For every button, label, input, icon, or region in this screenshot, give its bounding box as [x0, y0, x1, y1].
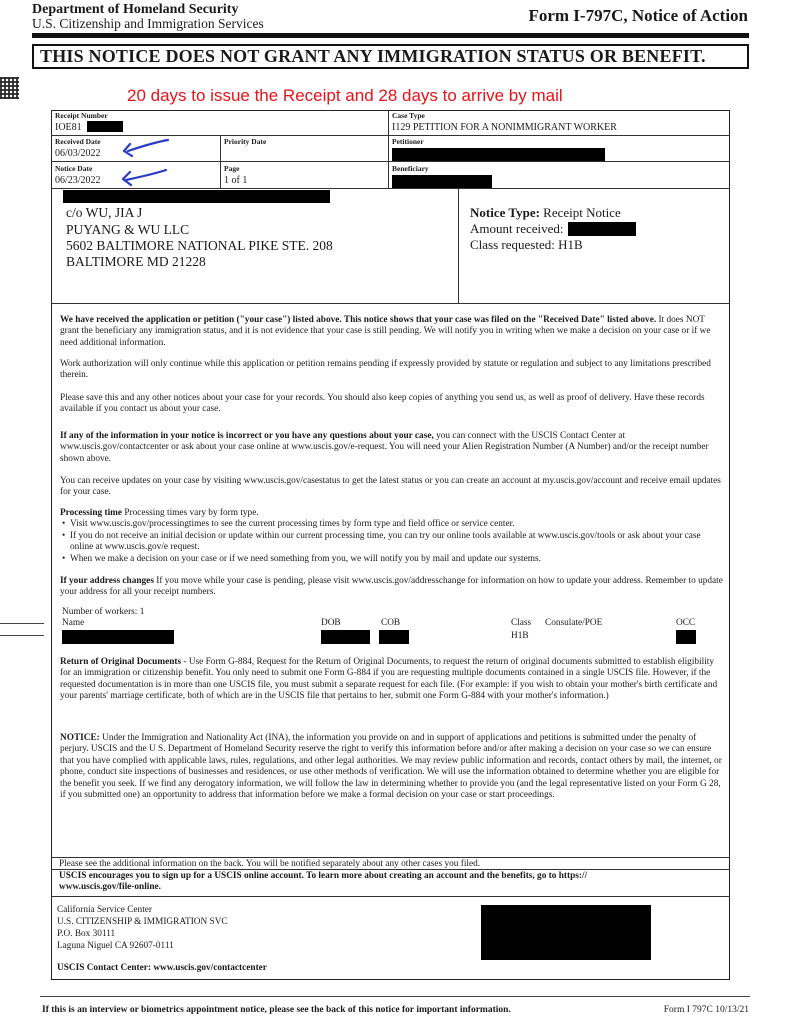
processing-bullet: • Visit www.uscis.gov/processingtimes to see the current processing times by form type and field office or service center. [60, 519, 723, 530]
contact-center-link[interactable]: USCIS Contact Center: www.uscis.gov/contactcenter [57, 963, 267, 973]
worker-col-occ: OCC [676, 618, 696, 628]
class-requested [470, 237, 583, 253]
class-requested-value: H1B [558, 237, 583, 252]
grid-line [51, 857, 730, 858]
redaction-box [392, 175, 492, 188]
worker-count: Number of workers: 1 [62, 607, 145, 617]
grid-line [51, 188, 730, 189]
received-date-label: Received Date [55, 137, 101, 146]
grid-line [51, 896, 730, 897]
worker-col-dob: DOB [321, 618, 341, 628]
grid-line [388, 110, 389, 188]
page-label: Page [224, 164, 240, 173]
notice-date-value: 06/23/2022 [55, 175, 101, 186]
case-type-label: Case Type [392, 111, 425, 120]
received-date-value: 06/03/2022 [55, 148, 101, 159]
amount-received-label: Amount received: [470, 221, 564, 236]
service-center-agency: U.S. CITIZENSHIP & IMMIGRATION SVC [57, 917, 228, 927]
notice-type [470, 205, 621, 221]
service-center-city: Laguna Niguel CA 92607-0111 [57, 941, 174, 951]
redaction-box [392, 148, 605, 161]
work-authorization-paragraph: Work authorization will only continue while this application or petition remains pending if expressly provided by statute or regulation and subject to any limitations prescribed therein. [60, 359, 711, 381]
redaction-box [676, 630, 696, 644]
questions-paragraph-text: you can connect with the USCIS Contact Center at www.uscis.gov/contactcenter or ask about your case online at www.uscis.gov/e-request. You will need your Alien Registration Number (A Number) and/or the receipt number shown above. [60, 431, 709, 464]
worker-col-class: Class [511, 618, 532, 628]
grid-line [51, 303, 730, 304]
received-paragraph [60, 315, 723, 349]
processing-time-text: Processing times vary by form type. [122, 508, 259, 518]
class-requested-label: Class requested: [470, 237, 555, 252]
worker-col-consulate: Consulate/POE [545, 618, 603, 628]
processing-bullet: • If you do not receive an initial decision or update within our current processing time, you can try our online tools available at www.uscis.gov/tools or ask about your case online at www.uscis.gov/e request. [60, 531, 723, 554]
address-line-4: BALTIMORE MD 21228 [66, 254, 206, 269]
beneficiary-label: Beneficiary [392, 164, 429, 173]
receipt-number-value: IOE81 [55, 122, 82, 133]
received-paragraph-text: It does NOT grant the beneficiary any immigration status, and it is not evidence that your case is still pending. We will notify you in writing when we make a decision on your case or if we need additional information. [60, 315, 711, 348]
ina-notice-heading: NOTICE: [60, 733, 100, 743]
petitioner-label: Petitioner [392, 137, 424, 146]
return-documents-heading: Return of Original Documents [60, 657, 182, 667]
barcode-icon [0, 77, 19, 99]
margin-mark [0, 623, 44, 624]
address-line-1: c/o WU, JIA J [66, 205, 143, 220]
agency-name: Department of Homeland Security [32, 2, 239, 17]
address-line-3: 5602 BALTIMORE NATIONAL PIKE STE. 208 [66, 238, 333, 253]
redaction-box [63, 190, 330, 203]
receipt-number-label: Receipt Number [55, 111, 108, 120]
notice-type-label: Notice Type: [470, 205, 540, 220]
page-value: 1 of 1 [224, 175, 248, 186]
redaction-box [568, 222, 636, 236]
status-banner: THIS NOTICE DOES NOT GRANT ANY IMMIGRATION STATUS OR BENEFIT. [32, 44, 749, 69]
online-account-text: USCIS encourages you to sign up for a USCIS online account. To learn more about creating an account and the benefits, go to https:// www.uscis.gov/file-online. [59, 871, 588, 892]
ina-notice-paragraph [60, 733, 723, 801]
address-line-2: PUYANG & WU LLC [66, 222, 190, 237]
grid-line [220, 135, 221, 188]
footer-rule [40, 996, 750, 997]
footer-note: If this is an interview or biometrics appointment notice, please see the back of this notice for important information. [42, 1005, 511, 1015]
address-change-paragraph [60, 576, 723, 599]
processing-time-heading: Processing time [60, 508, 123, 518]
questions-paragraph [60, 431, 723, 465]
grid-line [458, 188, 459, 303]
header-rule [32, 33, 749, 38]
redaction-box [62, 630, 174, 644]
address-change-text: If you move while your case is pending, please visit www.uscis.gov/addresschange for information on how to update your address. Remember to update your address for all your receipt numbers. [60, 576, 723, 598]
additional-info-text: Please see the additional information on the back. You will be notified separately about any other cases you filed. [59, 859, 481, 869]
address-change-heading: If your address changes [60, 576, 154, 586]
ina-notice-text: Under the Immigration and Nationality Act (INA), the information you provide on and in support of applications and petitions is submitted under the penalty of perjury. USCIS and the U S. Department of Homeland Security reserve the right to verify this information before and/or after making a decision on your case so we can ensure that you have complied with applicable laws, rules, regulations, and other legal authorities. We may review public information and records, contact others by mail, the internet, or phone, conduct site inspections of businesses and residences, or use other methods of verification. We will use the information obtained to determine whether you are eligible for the benefit you seek. If we find any derogatory information, we will follow the law in determining whether to provide you (and the legal representative listed on your Form G 28, if you submitted one) an opportunity to address that information before we make a formal decision on your case or start proceedings. [60, 733, 722, 801]
redaction-box [481, 905, 651, 960]
grid-line [51, 869, 730, 870]
form-title: Form I-797C, Notice of Action [528, 6, 748, 25]
return-documents-paragraph [60, 657, 723, 703]
service-center-name: California Service Center [57, 905, 152, 915]
processing-bullet: • When we make a decision on your case or if we need something from you, we will notify you by mail and update our systems. [60, 554, 723, 565]
service-center-pobox: P.O. Box 30111 [57, 929, 116, 939]
sub-agency-name: U.S. Citizenship and Immigration Services [32, 16, 264, 31]
worker-class-value: H1B [511, 631, 529, 641]
processing-time-section [60, 508, 723, 565]
updates-paragraph: You can receive updates on your case by visiting www.uscis.gov/casestatus to get the latest status or you can create an account at my.uscis.gov/account and receive email updates for your case. [60, 476, 721, 498]
worker-col-name: Name [62, 618, 85, 628]
save-records-paragraph: Please save this and any other notices about your case for your records. You should also keep copies of anything you send us, as well as proof of delivery. Have these records available if you contact us about your case. [60, 393, 705, 415]
case-type-value: I129 PETITION FOR A NONIMMIGRANT WORKER [392, 122, 617, 133]
questions-paragraph-bold: If any of the information in your notice is incorrect or you have any questions about your case, [60, 431, 434, 441]
notice-date-label: Notice Date [55, 164, 93, 173]
redaction-box [321, 630, 370, 644]
notice-type-value: Receipt Notice [543, 205, 621, 220]
handwritten-arrows [118, 136, 174, 188]
return-documents-text: - Use Form G-884, Request for the Return of Original Documents, to request the return of original documents submitted to establish eligibility for an immigration or citizenship benefit. You only need to submit one Form G-884 if you are requesting multiple documents contained in a single USCIS file. However, if the requested documentation is in more than one USCIS file, you must submit a separate request for each file. (For example: if you wish to obtain your mother's birth certificate and your parents' marriage certificate, both of which are in the USCIS file that pertains to her, submit one Form G-884 with your mother's information.) [60, 657, 718, 702]
priority-date-label: Priority Date [224, 137, 267, 146]
redaction-box [379, 630, 409, 644]
margin-mark [0, 635, 44, 636]
handwritten-annotation: 20 days to issue the Receipt and 28 days to arrive by mail [127, 86, 563, 105]
redaction-box [87, 121, 123, 132]
form-edition: Form I 797C 10/13/21 [663, 1005, 749, 1015]
received-paragraph-bold: We have received the application or petition ("your case") listed above. This notice shows that your case was filed on the "Received Date" listed above. [60, 315, 657, 325]
worker-col-cob: COB [381, 618, 401, 628]
